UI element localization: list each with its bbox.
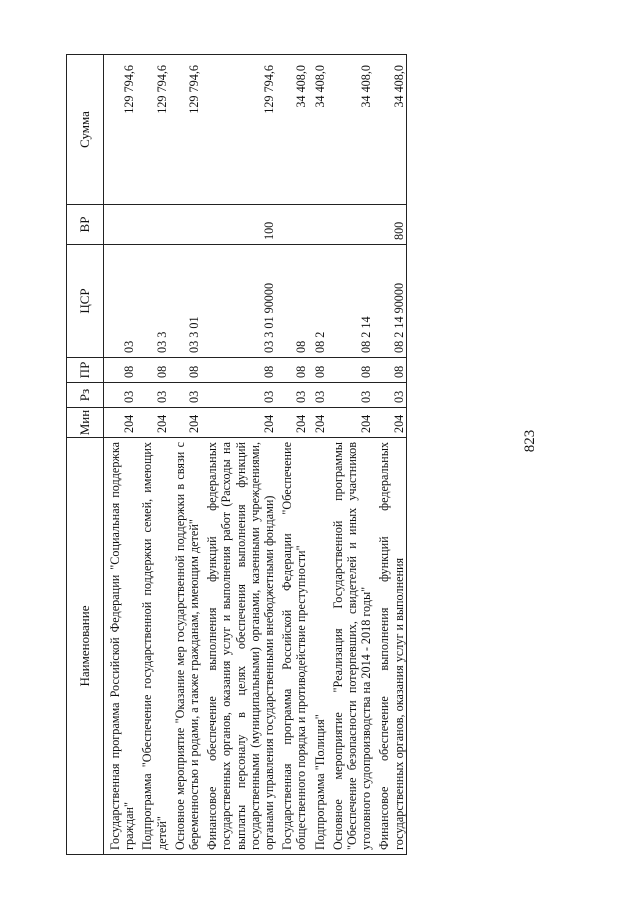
row-sum: 34 408,0 xyxy=(309,55,327,205)
row-min: 204 xyxy=(201,408,276,438)
header-pr: ПР xyxy=(67,358,104,383)
page-number: 823 xyxy=(522,429,538,453)
row-min: 204 xyxy=(104,408,137,438)
row-min: 204 xyxy=(309,408,327,438)
row-name: Государственная программа Российской Федерации "Обеспечение общественного порядка и противодействие преступности" xyxy=(276,438,308,855)
row-csr: 03 3 01 90000 xyxy=(201,245,276,358)
row-vr xyxy=(276,205,308,245)
row-pr: 08 xyxy=(327,358,374,383)
row-sum: 34 408,0 xyxy=(276,55,308,205)
table-row xyxy=(201,55,276,855)
header-vr: ВР xyxy=(67,205,104,245)
row-min: 204 xyxy=(373,408,406,438)
row-name: Государственная программа Российской Федерации "Социальная поддержка граждан" xyxy=(104,438,137,855)
row-name: Финансовое обеспечение выполнения функций федеральных государственных органов, оказания услуг и выполнения xyxy=(373,438,406,855)
row-rz: 03 xyxy=(309,383,327,408)
table-row xyxy=(373,55,406,855)
row-vr: 100 xyxy=(201,205,276,245)
table-header-row xyxy=(67,55,104,855)
row-csr: 08 2 14 90000 xyxy=(373,245,406,358)
row-sum: 129 794,6 xyxy=(104,55,137,205)
row-sum: 129 794,6 xyxy=(136,55,168,205)
row-min: 204 xyxy=(169,408,201,438)
header-rz: Рз xyxy=(67,383,104,408)
row-vr xyxy=(104,205,137,245)
row-rz: 03 xyxy=(373,383,406,408)
row-vr xyxy=(136,205,168,245)
row-vr xyxy=(309,205,327,245)
row-sum: 129 794,6 xyxy=(169,55,201,205)
row-name: Подпрограмма "Обеспечение государственной поддержки семей, имеющих детей" xyxy=(136,438,168,855)
row-rz: 03 xyxy=(276,383,308,408)
row-vr xyxy=(169,205,201,245)
row-rz: 03 xyxy=(169,383,201,408)
table-row xyxy=(309,55,327,855)
row-name: Основное мероприятие "Реализация Государственной программы "Обеспечение безопасности потерпевших, свидетелей и иных участников уголовного судопроизводства на 2014 - 2018 годы" xyxy=(327,438,374,855)
table-row xyxy=(327,55,374,855)
row-pr: 08 xyxy=(169,358,201,383)
row-rz: 03 xyxy=(327,383,374,408)
budget-table xyxy=(66,54,407,855)
row-sum: 34 408,0 xyxy=(327,55,374,205)
row-vr: 800 xyxy=(373,205,406,245)
budget-table-rotated xyxy=(66,55,586,855)
row-pr: 08 xyxy=(201,358,276,383)
row-pr: 08 xyxy=(136,358,168,383)
row-min: 204 xyxy=(327,408,374,438)
row-min: 204 xyxy=(136,408,168,438)
row-rz: 03 xyxy=(136,383,168,408)
row-pr: 08 xyxy=(104,358,137,383)
row-name: Подпрограмма "Полиция" xyxy=(309,438,327,855)
row-csr: 08 xyxy=(276,245,308,358)
table-row xyxy=(104,55,137,855)
row-sum: 129 794,6 xyxy=(201,55,276,205)
row-min: 204 xyxy=(276,408,308,438)
table-row xyxy=(276,55,308,855)
row-sum: 34 408,0 xyxy=(373,55,406,205)
row-name: Финансовое обеспечение выполнения функций федеральных государственных органов, оказания услуг и выполнения работ (Расходы на выплаты персоналу в целях обеспечения выполнения функций государственными (муниципальными) органами, казенными учреждениями, органами управления государственными внебюджетными фондами) xyxy=(201,438,276,855)
header-name: Наименование xyxy=(67,438,104,855)
row-csr: 03 3 01 xyxy=(169,245,201,358)
row-pr: 08 xyxy=(276,358,308,383)
header-csr: ЦСР xyxy=(67,245,104,358)
table-row xyxy=(169,55,201,855)
row-rz: 03 xyxy=(104,383,137,408)
header-min: Мин xyxy=(67,408,104,438)
row-csr: 03 xyxy=(104,245,137,358)
row-vr xyxy=(327,205,374,245)
table-row xyxy=(136,55,168,855)
row-name: Основное мероприятие "Оказание мер государственной поддержки в связи с беременностью и родами, а также гражданам, имеющим детей" xyxy=(169,438,201,855)
row-csr: 03 3 xyxy=(136,245,168,358)
row-csr: 08 2 14 xyxy=(327,245,374,358)
row-pr: 08 xyxy=(373,358,406,383)
row-pr: 08 xyxy=(309,358,327,383)
header-sum: Сумма xyxy=(67,55,104,205)
row-csr: 08 2 xyxy=(309,245,327,358)
row-rz: 03 xyxy=(201,383,276,408)
